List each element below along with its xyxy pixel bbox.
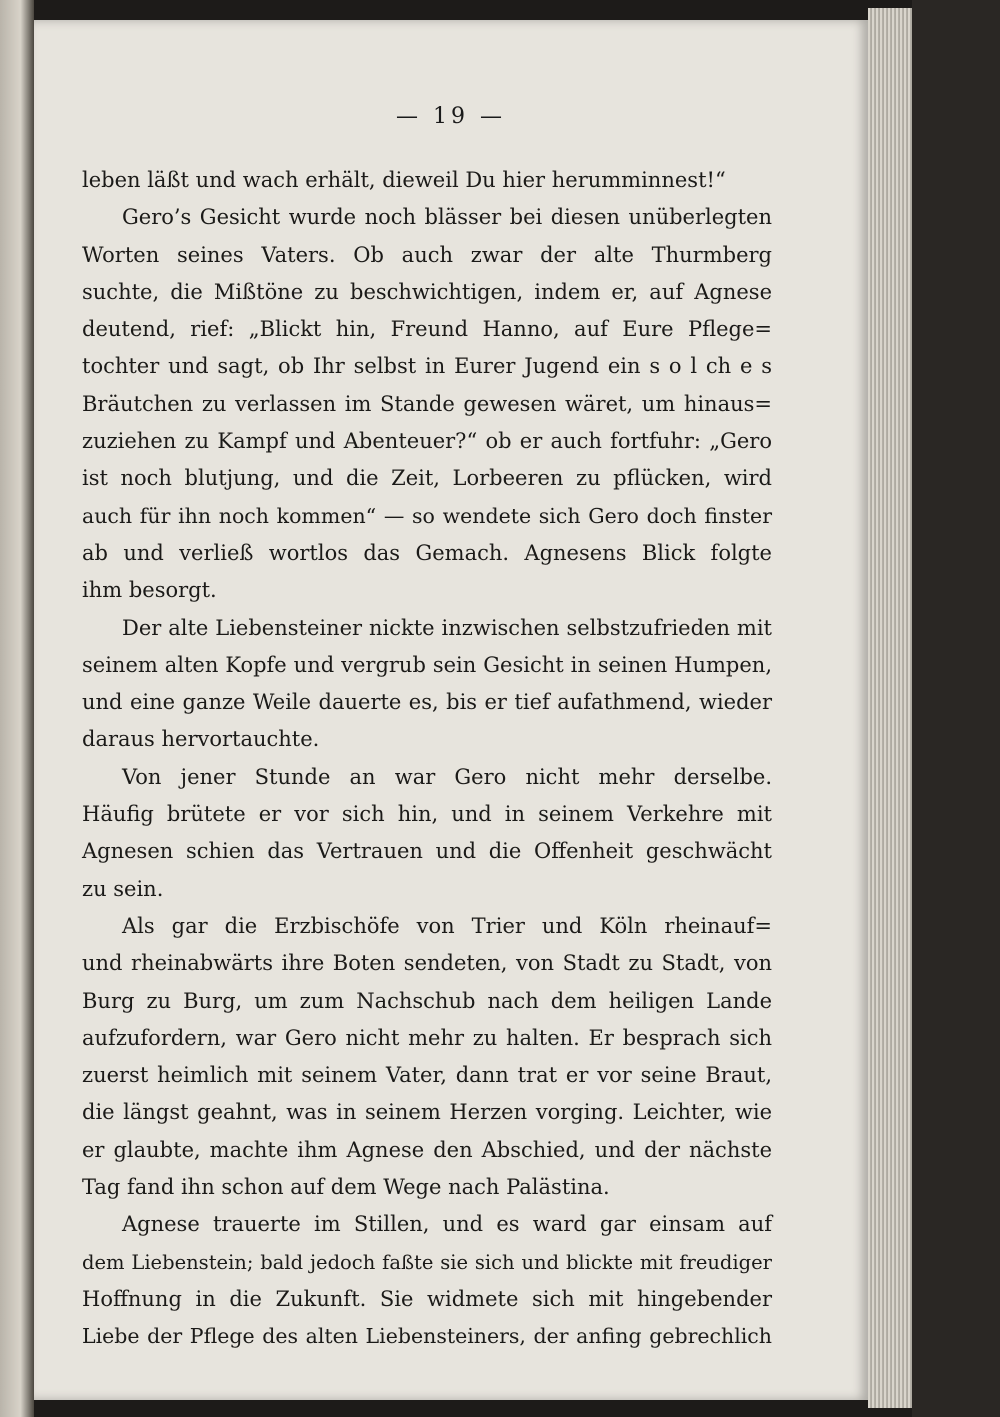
text-line: daraus hervortauchte. [82, 727, 320, 752]
text-line: Agnesen schien das Vertrauen und die Offenheit geschwächt [82, 839, 772, 864]
text-line: auch für ihn noch kommen“ — so wendete sich Gero doch finster [82, 503, 772, 528]
text-line: zuerst heimlich mit seinem Vater, dann trat er vor seine Braut, [82, 1063, 772, 1088]
text-line: Gero’s Gesicht wurde noch blässer bei diesen unüberlegten [122, 205, 772, 230]
text-line: aufzufordern, war Gero nicht mehr zu halten. Er besprach sich [82, 1025, 772, 1050]
text-line: Von jener Stunde an war Gero nicht mehr derselbe. [122, 764, 772, 789]
text-line: die längst geahnt, was in seinem Herzen vorging. Leichter, wie [82, 1100, 772, 1125]
text-line: und eine ganze Weile dauerte es, bis er tief aufathmend, wieder [82, 690, 772, 715]
text-line: Burg zu Burg, um zum Nachschub nach dem heiligen Lande [82, 988, 772, 1013]
text-line: ab und verließ wortlos das Gemach. Agnesens Blick folgte [82, 540, 772, 565]
text-line: Tag fand ihn schon auf dem Wege nach Palästina. [82, 1175, 610, 1200]
body-text [82, 162, 772, 1356]
text-line: ist noch blutjung, und die Zeit, Lorbeeren zu pflücken, wird [82, 466, 772, 491]
text-line: tochter und sagt, ob Ihr selbst in Eurer Jugend ein s o l ch e s [82, 354, 772, 379]
text-line: Der alte Liebensteiner nickte inzwischen selbstzufrieden mit [122, 615, 772, 640]
text-line: er glaubte, machte ihm Agnese den Abschied, und der nächste [82, 1137, 772, 1162]
text-line: und rheinabwärts ihre Boten sendeten, von Stadt zu Stadt, von [82, 951, 772, 976]
text-line: Worten seines Vaters. Ob auch zwar der alte Thurmberg [82, 242, 772, 267]
text-line: Bräutchen zu verlassen im Stande gewesen wäret, um hinaus= [82, 391, 772, 416]
text-line: deutend, rief: „Blickt hin, Freund Hanno, auf Eure Pflege= [82, 317, 772, 342]
page-number-header: — 19 — [396, 104, 506, 129]
text-line: Häufig brütete er vor sich hin, und in seinem Verkehre mit [82, 802, 772, 827]
text-line: Agnese trauerte im Stillen, und es ward gar einsam auf [122, 1212, 772, 1237]
text-line: zu sein. [82, 876, 164, 901]
book-cover [912, 0, 1000, 1417]
text-line: Als gar die Erzbischöfe von Trier und Köln rheinauf= [122, 913, 772, 938]
text-line: leben läßt und wach erhält, dieweil Du hier herumminnest!“ [82, 168, 726, 192]
previous-page-edge [0, 0, 34, 1417]
text-line: Liebe der Pflege des alten Liebensteiners, der anfing gebrechlich [82, 1324, 772, 1349]
text-line: Hoffnung in die Zukunft. Sie widmete sich mit hingebender [82, 1286, 772, 1311]
text-line: zuziehen zu Kampf und Abenteuer?“ ob er auch fortfuhr: „Gero [82, 429, 772, 454]
page-stack-edge [868, 8, 912, 1408]
text-line: suchte, die Mißtöne zu beschwichtigen, indem er, auf Agnese [82, 279, 772, 304]
text-line: seinem alten Kopfe und vergrub sein Gesicht in seinen Humpen, [82, 652, 772, 677]
text-line: dem Liebenstein; bald jedoch faßte sie sich und blickte mit freudiger [82, 1250, 772, 1274]
text-line: ihm besorgt. [82, 578, 217, 603]
